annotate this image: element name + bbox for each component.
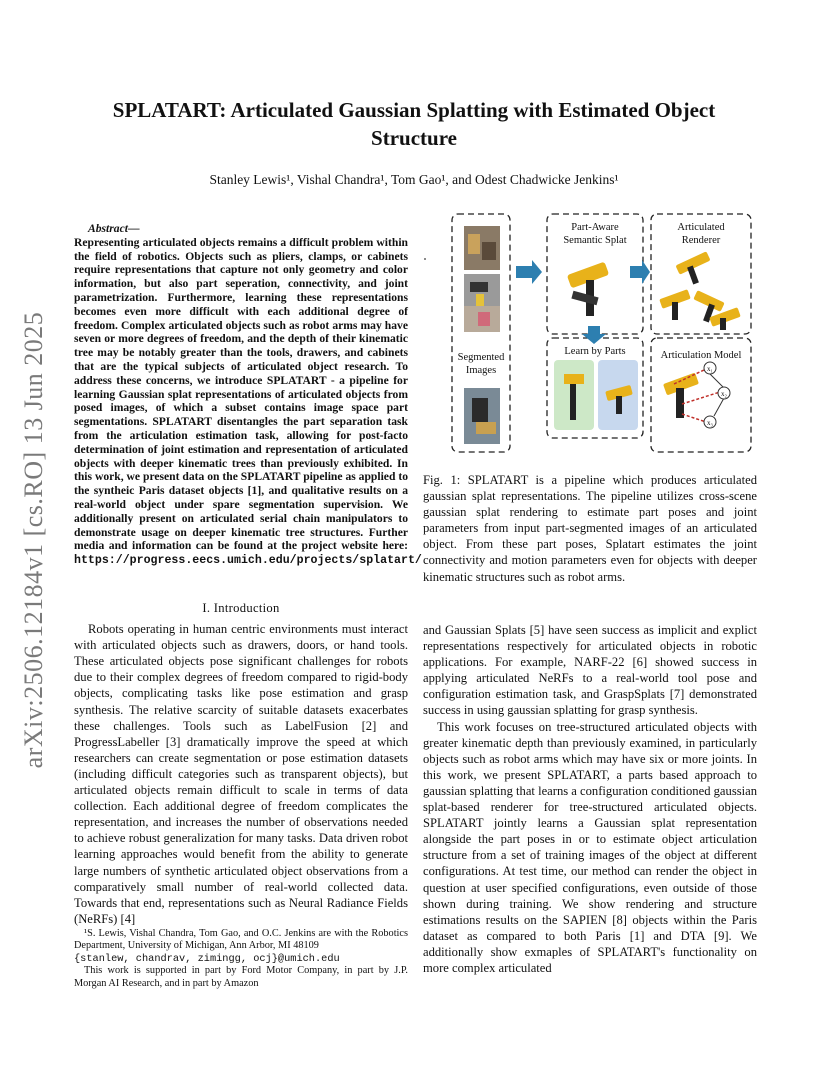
renderer-label: Articulated Renderer	[677, 222, 725, 246]
segmented-images-label: Segmented Images	[457, 352, 505, 376]
title-line-1: SPLATART: Articulated Gaussian Splatting with Estimated Object	[112, 98, 716, 122]
svg-text:x₃: x₃	[707, 419, 713, 427]
arrow-down-icon	[582, 326, 606, 344]
right-paragraph-2: This work focuses on tree-structured articulated objects with greater kinematic depth than previously examined, in particularly objects such as robot arms which may have six or more joints. In this work, we present SPLATART, a parts based approach to gaussian splatting that learns a configuration conditioned gaussian splat-based renderer for tree-structured articulated objects. SPLATART jointly learns a Gaussian splat representation alongside the part poses in or to estimate object articulation structure from a set of training images of the object at different configurations. At test time, our method can render the object in question at user specified configurations, even outside of those shown during training. We show rendering and structure estimations results on the SAPIEN [8] objects within the Paris dataset as compared to both Paris [1] and DTA [9]. We additionally show exmaples of SPLATART's functionality on more complex articulated	[423, 719, 758, 975]
abstract-label: Abstract—	[88, 222, 140, 235]
rendered-clamp-icon	[709, 307, 741, 330]
figure-1	[420, 208, 758, 458]
intro-paragraph: Robots operating in human centric environments must interact with articulated objects such as drawers, doors, or hand tools. These articulated objects pose significant challenges for robots due to their complex degrees of freedom compared to rigid-body objects, complicating tasks like pose estimation and grasp synthesis. The relative scarcity of suitable datasets exacerbates these challenges. Tools such as LabelFusion [2] and ProgressLabeller [3] dramatically improve the speed at which researchers can create segmentation or pose estimation datasets (including difficult categories such as transparent objects), but articulated objects remain difficult to scale in terms of data collection. Each additional degree of freedom complicates the representation, and increases the number of observations needed to achieve robust generalization for many tasks. Data driven robot learning approaches would benefit from the ability to generate large numbers of synthetic articulated object observations from a comparatively small number of real-world collected data. Towards that end, representations such as Neural Radiance Fields (NeRFs) [4]	[74, 622, 408, 926]
figure-caption: Fig. 1: SPLATART is a pipeline which produces articulated gaussian splat representations. The pipeline utilizes cross-scene gaussian splat rendering to estimate part poses and joint parameters from input part-segmented images of an articulated object. From these part poses, Splatart estimates the joint connectivity and motion parameters even for objects with deeper kinematic structures such as robot arms.	[423, 473, 757, 584]
clamp-splat-icon	[567, 262, 609, 316]
rendered-clamp-icon	[659, 289, 691, 320]
abstract-text: Representing articulated objects remains a difficult problem within the field of robotics. Objects such as pliers, clamps, or cabinets require representations that capture not only geometry and color information, but also part seperation, connectivity, and joint parametrization. Furthermore, learning these representations becomes even more difficult with each additional degree of freedom. Complex articulated objects such as robot arms may have seven or more degrees of freedom, and the depth of their kinematic tree may be notably greater than the tools, drawers, and cabinets that are the typical subjects of articulated object research. To address these concerns, we introduce SPLATART - a pipeline for learning Gaussian splat representations of articulated objects from posed images, of which a subset contains image space part segmentations. SPLATART disentangles the part separation task from the articulation estimation task, allowing for post-facto determination of joint estimation and representation of articulated objects with deeper kinematic trees than previously exhibited. In this work, we present data on the SPLATART pipeline as applied to the syntheic Paris dataset objects [1], and qualitative results on a real-world object under spare segmentation supervision. We additionally present on articulated serial chain manipulators to demonstrate usage on deeper kinematic tree structures. Further media and information can be found at the project website here:	[74, 235, 408, 553]
articulation-model-label: Articulation Model	[660, 350, 742, 361]
section-heading: I. Introduction	[202, 601, 280, 615]
svg-text:x₂: x₂	[721, 390, 727, 398]
footnote-emails: {stanlew, chandrav, zimingg, ocj}@umich.edu	[74, 952, 340, 965]
learn-by-parts-label: Learn by Parts	[564, 346, 626, 357]
author-list: Stanley Lewis¹, Vishal Chandra¹, Tom Gao¹, and Odest Chadwicke Jenkins¹	[209, 172, 619, 187]
part-aware-label: Part-Aware Semantic Splat	[563, 222, 627, 246]
project-url[interactable]: https://progress.eecs.umich.edu/projects/splatart/	[74, 554, 422, 568]
right-paragraph-1: and Gaussian Splats [5] have seen success as implicit and explict representations respectively for articulated objects in robotic applications. For example, NARF-22 [6] showed success in applying articulated NeRFs to a real-world tool pose and configuration estimation task, and GraspSplats [7] demonstrated success in using gaussian splatting for grasp synthesis.	[423, 623, 757, 718]
paper-title	[60, 96, 768, 152]
rendered-clamp-icon	[675, 251, 710, 284]
introduction-left	[74, 592, 408, 927]
footnote-affiliation: ¹S. Lewis, Vishal Chandra, Tom Gao, and O.C. Jenkins are with the Robotics Department, University of Michigan, Ann Arbor, MI 48109	[74, 928, 408, 952]
footnote-funding: This work is supported in part by Ford Motor Company, in part by J.P. Morgan AI Research, and in part by Amazon	[74, 965, 408, 989]
title-line-2: Structure	[371, 126, 457, 150]
arrow-right-icon	[516, 260, 542, 284]
abstract	[74, 222, 422, 568]
arxiv-stamp: arXiv:2506.12184v1 [cs.RO] 13 Jun 2025	[19, 311, 48, 769]
introduction-right	[423, 622, 757, 976]
footnotes	[74, 928, 408, 990]
svg-text:x₁: x₁	[707, 365, 713, 373]
arrow-right-icon	[630, 260, 650, 284]
